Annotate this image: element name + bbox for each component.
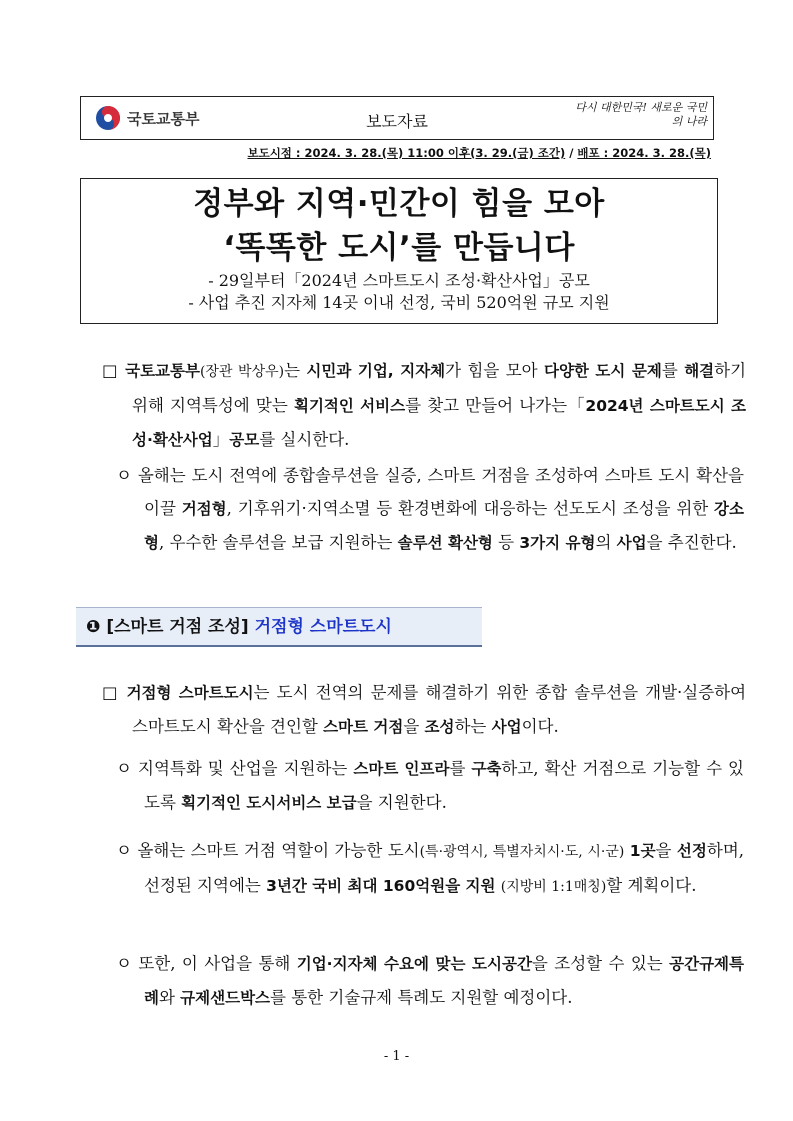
text: 하기 위해 지역특성에 맞는 [132, 361, 747, 415]
text: 를 [449, 759, 472, 778]
paragraph-infrastructure [116, 752, 744, 820]
title-box [80, 178, 718, 324]
text-strong: 스마트 거점 [323, 718, 404, 736]
text-strong: 1곳 [629, 842, 656, 860]
text-strong: 시민과 기업, 지자체 [306, 362, 446, 380]
section-title: 거점형 스마트도시 [254, 617, 392, 637]
circle-bullet: ㅇ [116, 841, 132, 860]
text-strong: 규제샌드박스 [180, 989, 271, 1007]
text: 를 실시한다. [259, 430, 350, 449]
text: 」 [212, 430, 230, 449]
text: 지역특화 및 산업을 지원하는 [138, 759, 354, 778]
text-strong: 거점형 스마트도시 [126, 684, 254, 702]
embargo-time: 보도시점 : 2024. 3. 28.(목) 11:00 이후(3. 29.(금) 조간) [247, 146, 566, 160]
text-strong: 사업 [616, 534, 647, 552]
ministry-name: 국토교통부 [127, 109, 200, 128]
paragraph-regulation [116, 947, 744, 1015]
text-strong: 국토교통부 [125, 362, 200, 380]
text-strong: 솔루션 확산형 [397, 534, 493, 552]
text-strong: 획기적인 서비스 [293, 397, 406, 415]
text-strong: 3년간 국비 최대 160억원을 지원 [266, 877, 496, 895]
square-bullet: □ [102, 683, 120, 702]
paragraph-hub-definition [102, 676, 746, 744]
section-label: [스마트 거점 조성] [106, 617, 249, 637]
text: 이다. [521, 717, 559, 736]
text: 의 [595, 533, 617, 552]
circle-bullet: ㅇ [116, 759, 132, 778]
doc-type: 보도자료 [366, 112, 428, 131]
text-strong: 2024년 스마트도시 조성·확산사업 [132, 397, 747, 449]
text: 가 힘을 모아 [445, 361, 544, 380]
text: 를 찾고 만들어 나가는「 [405, 396, 586, 415]
headline-line-1: 정부와 지역·민간이 힘을 모아 [193, 186, 605, 222]
text-strong: 해결 [684, 362, 715, 380]
text-strong: 강소형 [144, 500, 744, 552]
text-strong: 조성 [424, 718, 455, 736]
paragraph-intro [102, 354, 746, 457]
text: 하며, 선정된 지역에는 [144, 841, 744, 895]
text: 을 지원한다. [356, 793, 447, 812]
text-strong: 3가지 유형 [519, 534, 596, 552]
section-number: ❶ [86, 617, 101, 637]
release-separator: / [565, 146, 578, 160]
text-strong: 구축 [471, 760, 502, 778]
text: 할 계획이다. [606, 876, 697, 895]
subtitle-1: - 29일부터「2024년 스마트도시 조성·확산사업」공모 [208, 271, 590, 290]
slogan: 다시 대한민국! 새로운 국민의 나라 [575, 101, 707, 128]
text: 을 [655, 841, 677, 860]
circle-bullet: ㅇ [116, 466, 132, 485]
text-strong: 기업·지자체 수요에 맞는 도시공간 [296, 955, 532, 973]
text-strong: 다양한 도시 문제 [543, 362, 662, 380]
text-paren: (지방비 1:1매칭) [500, 879, 607, 895]
circle-bullet: ㅇ [116, 954, 132, 973]
text: 를 [661, 361, 685, 380]
section-heading [76, 607, 482, 647]
text-strong: 획기적인 도시서비스 보급 [181, 794, 357, 812]
text: 하고, 확산 거점으로 기능할 수 있도록 [144, 759, 744, 812]
paragraph-three-types [116, 459, 744, 560]
text-strong: 스마트 인프라 [353, 760, 450, 778]
text: 또한, 이 사업을 통해 [138, 954, 297, 973]
text: 를 통한 기술규제 특례도 지원할 예정이다. [270, 988, 573, 1007]
text: 올해는 스마트 거점 역할이 가능한 도시 [137, 841, 420, 860]
page-number: - 1 - [383, 1049, 410, 1064]
text-strong: 거점형 [181, 500, 227, 518]
text-strong: 사업 [491, 718, 522, 736]
text: 는 도시 전역의 문제를 해결하기 위한 종합 솔루션을 개발·실증하여 스마트도시 확산을 견인할 [132, 683, 747, 736]
text-paren: (특·광역시, 특별자치시·도, 시·군) [419, 844, 625, 860]
release-info [0, 145, 711, 161]
text: 올해는 도시 전역에 종합솔루션을 실증, 스마트 거점을 조성하여 스마트 도시 확산을 이끌 [137, 466, 744, 518]
text-paren: (장관 박상우) [199, 364, 285, 380]
text: 을 추진한다. [646, 533, 737, 552]
paragraph-funding [116, 834, 744, 904]
text-strong: 공간규제특례 [144, 955, 744, 1007]
text: 을 [403, 717, 425, 736]
text: 는 [284, 361, 307, 380]
subtitle-2: - 사업 추진 지자체 14곳 이내 선정, 국비 520억원 규모 지원 [188, 293, 610, 312]
text-strong: 선정 [676, 842, 707, 860]
text-strong: 공모 [229, 431, 260, 449]
text: 을 조성할 수 있는 [531, 954, 670, 973]
headline-line-2: ‘똑똑한 도시’를 만듭니다 [223, 230, 575, 266]
header-box [80, 96, 714, 140]
text: , 우수한 솔루션을 보급 지원하는 [158, 533, 398, 552]
distribution-date: 배포 : 2024. 3. 28.(목) [577, 146, 711, 160]
square-bullet: □ [102, 361, 119, 380]
text: , 기후위기·지역소멸 등 환경변화에 대응하는 선도도시 조성을 위한 [226, 499, 715, 518]
text: 와 [158, 988, 181, 1007]
text: 등 [492, 533, 520, 552]
text: 하는 [454, 717, 492, 736]
